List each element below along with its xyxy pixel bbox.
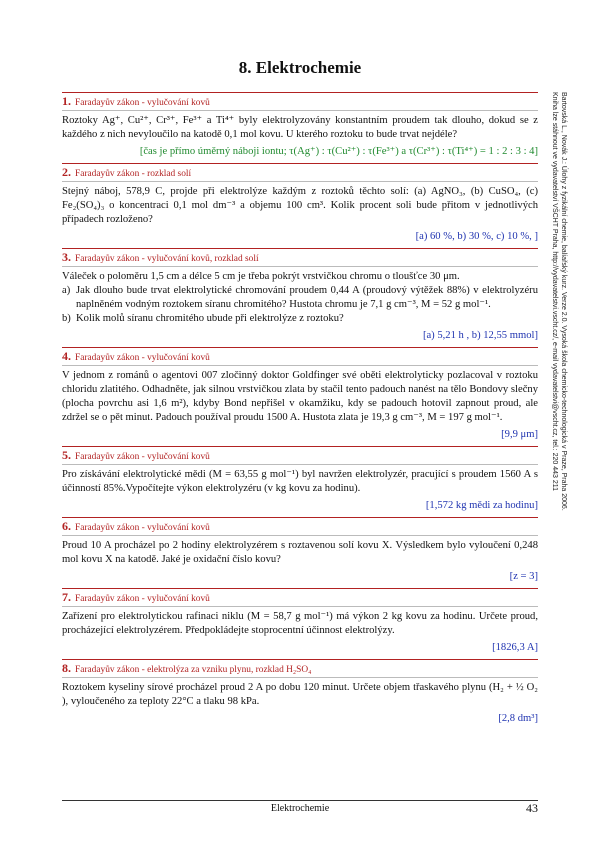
side-note-line-1: Bartovská L., Novák J.: Úlohy z fyzikální chemie, balíařský kurz. Verze 2.0. Vysoká škola chemicko-technologická v Praze, Praha 2006. <box>560 92 567 511</box>
problem-text: Proud 10 A procházel po 2 hodiny elektrolyzérem s roztavenou solí kovu X. Výsledkem bylo vyloučení 0,248 mol kovu X na katodě. Jaké je oxidační číslo kovu? <box>62 540 538 565</box>
subquestion-b <box>62 312 538 326</box>
problem-4 <box>62 347 538 446</box>
problem-topic: Faradayův zákon - vylučování kovů <box>75 452 210 462</box>
subquestion-text: Jak dlouho bude trvat elektrolytické chromování proudem 0,44 A (proudový výtěžek 88%) v elektrolyzéru naplněném vodným roztokem síranu chromitého? Hustota chromu je 7,1 g cm⁻³, M = 52 g mol⁻¹. <box>76 285 538 310</box>
problem-heading <box>62 659 538 678</box>
problem-topic: Faradayův zákon - elektrolýza za vzniku plynu, rozklad H₂SO₄ <box>75 665 312 675</box>
side-note-line-2: Kniha lze stáhnout ve vydavatelství VŠCHT Praha, http://vydavatelstvi.vscht.cz/, e-mail vydavatelstvi@vscht.cz, tel.: 220 443 211 <box>551 92 558 492</box>
problem-topic: Faradayův zákon - vylučování kovů <box>75 523 210 533</box>
page-number: 43 <box>526 801 538 815</box>
problem-topic: Faradayův zákon - vylučování kovů <box>75 594 210 604</box>
problem-answer: [9,9 μm] <box>501 429 538 440</box>
problem-number: 8. <box>62 661 71 675</box>
problem-1 <box>62 92 538 163</box>
problem-number: 6. <box>62 519 71 533</box>
page-title: 8. Elektrochemie <box>238 58 362 77</box>
problem-8 <box>62 659 538 730</box>
problem-text: Roztoky Ag⁺, Cu²⁺, Cr³⁺, Fe³⁺ a Ti⁴⁺ byly elektrolyzovány konstantním proudem tak dlouho, dokud se z každého z nich nevyloučilo na katodě 0,1 mol kovu. U kterého roztoku to bude trvat nejdéle? <box>62 115 538 140</box>
problem-number: 1. <box>62 94 71 108</box>
page-footer <box>62 800 538 817</box>
problem-heading <box>62 248 538 267</box>
problem-heading <box>62 446 538 465</box>
problem-text: V jednom z románů o agentovi 007 zločinný doktor Goldfinger své oběti elektrolyticky pozlacoval v roztoku chloridu zlatitého. Odhadněte, jak silnou vrstvičkou zlata by stačil tento padouch nanést na tělo Bondovy slečny (plocha povrchu asi 1,6 m²), kdyby Bond nepřišel v okamžiku, kdy se padouch hotovil zapnout proud, ale zdržel se o pět minut. Padouch používal proudu 1500 A. Hustota zlata je 19,3 g cm⁻³, M = 197 g mol⁻¹. <box>62 370 538 423</box>
problem-topic: Faradayův zákon - vylučování kovů <box>75 353 210 363</box>
problem-answer: [z = 3] <box>509 571 538 582</box>
subquestion-text: Kolik molů síranu chromitého ubude při elektrolýze z roztoku? <box>76 313 344 324</box>
problem-heading <box>62 347 538 366</box>
problem-answer: [1,572 kg mědi za hodinu] <box>425 500 538 511</box>
problem-2 <box>62 163 538 248</box>
problem-list <box>62 92 538 730</box>
footer-chapter-title: Elektrochemie <box>270 803 330 814</box>
problem-text: Stejný náboj, 578,9 C, projde při elektrolýze každým z roztoků těchto solí: (a) AgNO₃, (b) CuSO₄, (c) Fe₂(SO₄)₃ o koncentraci 0,1 mol dm⁻³ a objemu 100 cm³. Kolik procent soli bude přitom v jednotlivých případech rozloženo? <box>62 186 538 225</box>
side-note <box>551 92 576 712</box>
problem-7 <box>62 588 538 659</box>
subquestion-label: b) <box>62 313 71 324</box>
problem-topic: Faradayův zákon - vylučování kovů <box>75 98 210 108</box>
problem-answer: [a) 60 %, b) 30 %, c) 10 %, ] <box>415 231 538 242</box>
problem-number: 7. <box>62 590 71 604</box>
problem-answer: [čas je přímo úměrný náboji iontu; τ(Ag⁺) : τ(Cu²⁺) : τ(Fe³⁺) a τ(Cr³⁺) : τ(Ti⁴⁺) = 1 : 2 : 3 : 4] <box>139 146 538 157</box>
problem-6 <box>62 517 538 588</box>
subquestion-label: a) <box>62 285 71 296</box>
problem-5 <box>62 446 538 517</box>
problem-topic: Faradayův zákon - rozklad solí <box>75 169 192 179</box>
problem-topic: Faradayův zákon - vylučování kovů, rozklad solí <box>75 254 259 264</box>
problem-number: 4. <box>62 349 71 363</box>
problem-heading <box>62 588 538 607</box>
problem-heading <box>62 517 538 536</box>
problem-3 <box>62 248 538 347</box>
problem-text: Pro získávání elektrolytické mědi (M = 63,55 g mol⁻¹) byl navržen elektrolyzér, pracující s proudem 1560 A s účinností 85%.Vypočítejte výkon elektrolyzéru (v kg kovu za hodinu). <box>62 469 538 494</box>
problem-number: 5. <box>62 448 71 462</box>
problem-text: Zařízení pro elektrolytickou rafinaci niklu (M = 58,7 g mol⁻¹) má výkon 2 kg kovu za hodinu. Určete proud, procházející elektrolyzérem. Předpokládejte stoprocentní účinnost elektrolýzy. <box>62 611 538 636</box>
problem-text: Váleček o poloměru 1,5 cm a délce 5 cm je třeba pokrýt vrstvičkou chromu o tloušťce 30 μm. <box>62 271 460 282</box>
problem-heading <box>62 163 538 182</box>
problem-answer: [a) 5,21 h , b) 12,55 mmol] <box>422 330 538 341</box>
problem-answer: [1826,3 A] <box>492 642 538 653</box>
subquestion-a <box>62 284 538 312</box>
problem-heading <box>62 92 538 111</box>
problem-text: Roztokem kyseliny sírové procházel proud 2 A po dobu 120 minut. Určete objem třaskavého plynu (H₂ + ½ O₂ ), vyloučeného za teploty 22°C a tlaku 98 kPa. <box>62 682 538 707</box>
problem-number: 3. <box>62 250 71 264</box>
problem-number: 2. <box>62 165 71 179</box>
problem-answer: [2,8 dm³] <box>498 713 538 724</box>
